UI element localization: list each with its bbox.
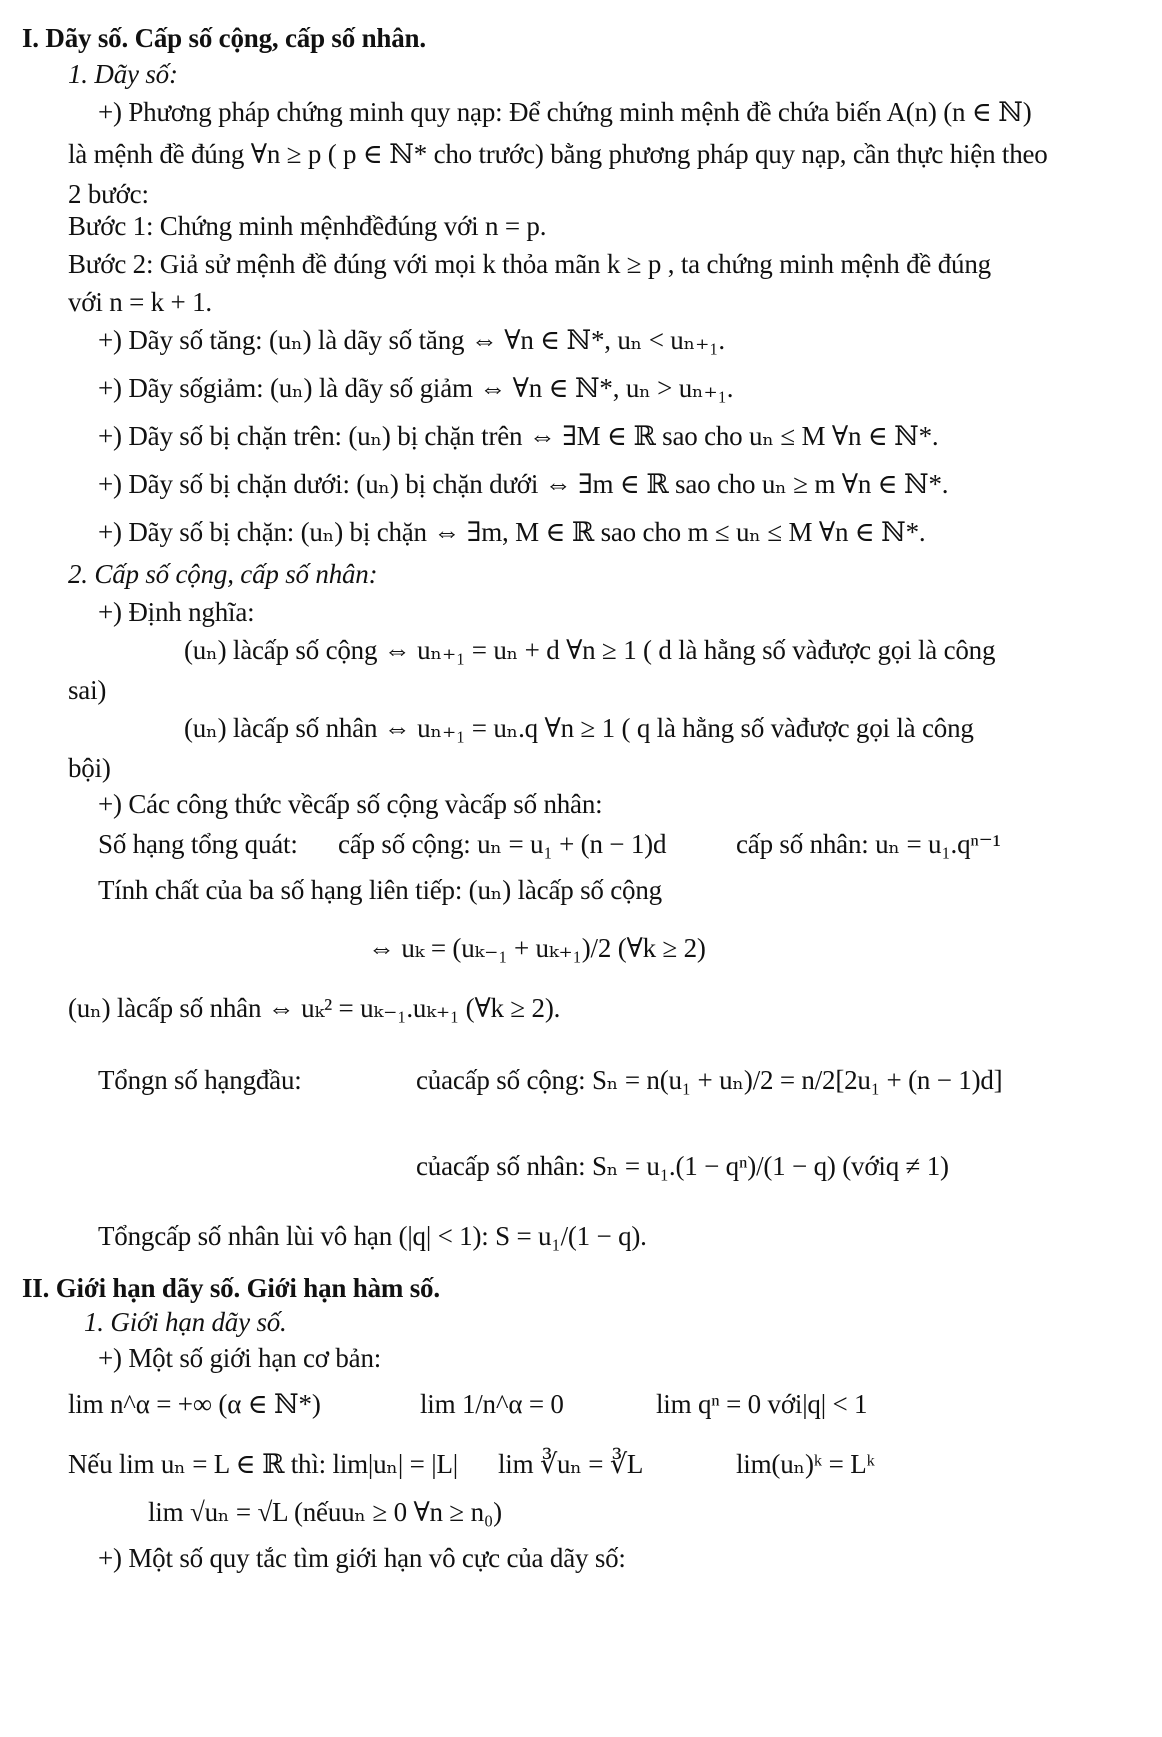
basic-limits-label: +) Một số giới hạn cơ bản: (98, 1343, 382, 1373)
arithmetic-definition-cont: sai) (68, 675, 107, 705)
limit-power: lim n^α = +∞ (α ∈ ℕ*) (68, 1389, 321, 1419)
limit-square-root: lim √uₙ = √L (nếuuₙ ≥ 0 ∀n ≥ n₀) (148, 1497, 502, 1527)
sum-geometric: củacấp số nhân: Sₙ = u₁.(1 − qⁿ)/(1 − q) (vớiq ≠ 1) (416, 1151, 949, 1181)
general-term-arithmetic: cấp số cộng: uₙ = u₁ + (n − 1)d (338, 829, 667, 859)
bounded: +) Dãy số bị chặn: (uₙ) bị chặn ⇔ ∃m, M ∈ ℝ sao cho m ≤ uₙ ≤ M ∀n ∈ ℕ*. (98, 517, 926, 547)
formulas-intro: +) Các công thức vềcấp số cộng vàcấp số nhân: (98, 789, 603, 819)
bounded-above: +) Dãy số bị chặn trên: (uₙ) bị chặn trên ⇔ ∃M ∈ ℝ sao cho uₙ ≤ M ∀n ∈ ℕ*. (98, 421, 939, 451)
arithmetic-definition: (uₙ) làcấp số cộng ⇔ uₙ₊₁ = uₙ + d ∀n ≥ 1 ( d là hằng số vàđược gọi là công (184, 635, 996, 665)
subsection-sequences: 1. Dãy số: (68, 59, 178, 89)
limit-power-k: lim(uₙ)ᵏ = Lᵏ (736, 1449, 875, 1479)
geometric-definition-cont: bội) (68, 753, 111, 783)
induction-intro: +) Phương pháp chứng minh quy nạp: Để chứng minh mệnh đề chứa biến A(n) (n ∈ ℕ) (98, 97, 1032, 127)
geometric-definition: (uₙ) làcấp số nhân ⇔ uₙ₊₁ = uₙ.q ∀n ≥ 1 ( q là hằng số vàđược gọi là công (184, 713, 974, 743)
decreasing-sequence: +) Dãy sốgiảm: (uₙ) là dãy số giảm ⇔ ∀n ∈ ℕ*, uₙ > uₙ₊₁. (98, 373, 734, 403)
section1-heading: I. Dãy số. Cấp số cộng, cấp số nhân. (22, 23, 426, 53)
definition-label: +) Định nghĩa: (98, 597, 255, 627)
step-1: Bước 1: Chứng minh mệnhđềđúng với n = p. (68, 211, 547, 241)
three-terms-geometric: (uₙ) làcấp số nhân ⇔ uₖ² = uₖ₋₁.uₖ₊₁ (∀k ≥ 2). (68, 993, 561, 1023)
section2-heading: II. Giới hạn dãy số. Giới hạn hàm số. (22, 1273, 440, 1303)
three-terms-arithmetic: ⇔ uₖ = (uₖ₋₁ + uₖ₊₁)/2 (∀k ≥ 2) (368, 933, 706, 963)
general-term-label: Số hạng tổng quát: (98, 829, 298, 859)
three-terms-property: Tính chất của ba số hạng liên tiếp: (uₙ) làcấp số cộng (98, 875, 662, 905)
induction-cont: là mệnh đề đúng ∀n ≥ p ( p ∈ ℕ* cho trước) bằng phương pháp quy nạp, cần thực hiện theo (68, 139, 1048, 169)
step-2-cont: với n = k + 1. (68, 287, 212, 317)
general-term-geometric: cấp số nhân: uₙ = u₁.qⁿ⁻¹ (736, 829, 1001, 859)
subsection-progressions: 2. Cấp số cộng, cấp số nhân: (68, 559, 378, 589)
if-limit-exists: Nếu lim uₙ = L ∈ ℝ thì: lim|uₙ| = |L| (68, 1449, 458, 1479)
increasing-sequence: +) Dãy số tăng: (uₙ) là dãy số tăng ⇔ ∀n ∈ ℕ*, uₙ < uₙ₊₁. (98, 325, 725, 355)
infinite-geometric-sum: Tổngcấp số nhân lùi vô hạn (|q| < 1): S = u₁/(1 − q). (98, 1221, 647, 1251)
sum-label: Tổngn số hạngđầu: (98, 1065, 302, 1095)
bounded-below: +) Dãy số bị chặn dưới: (uₙ) bị chặn dưới ⇔ ∃m ∈ ℝ sao cho uₙ ≥ m ∀n ∈ ℕ*. (98, 469, 949, 499)
limit-cube-root: lim ∛uₙ = ∛L (498, 1449, 644, 1479)
induction-steps: 2 bước: (68, 179, 149, 209)
subsection-sequence-limits: 1. Giới hạn dãy số. (84, 1307, 287, 1337)
limit-geometric: lim qⁿ = 0 với|q| < 1 (656, 1389, 868, 1419)
sum-arithmetic: củacấp số cộng: Sₙ = n(u₁ + uₙ)/2 = n/2[2u₁ + (n − 1)d] (416, 1065, 1003, 1095)
limit-reciprocal-power: lim 1/n^α = 0 (420, 1389, 564, 1419)
infinite-limit-rules-label: +) Một số quy tắc tìm giới hạn vô cực của dãy số: (98, 1543, 626, 1573)
step-2: Bước 2: Giả sử mệnh đề đúng với mọi k thỏa mãn k ≥ p , ta chứng minh mệnh đề đúng (68, 249, 991, 279)
